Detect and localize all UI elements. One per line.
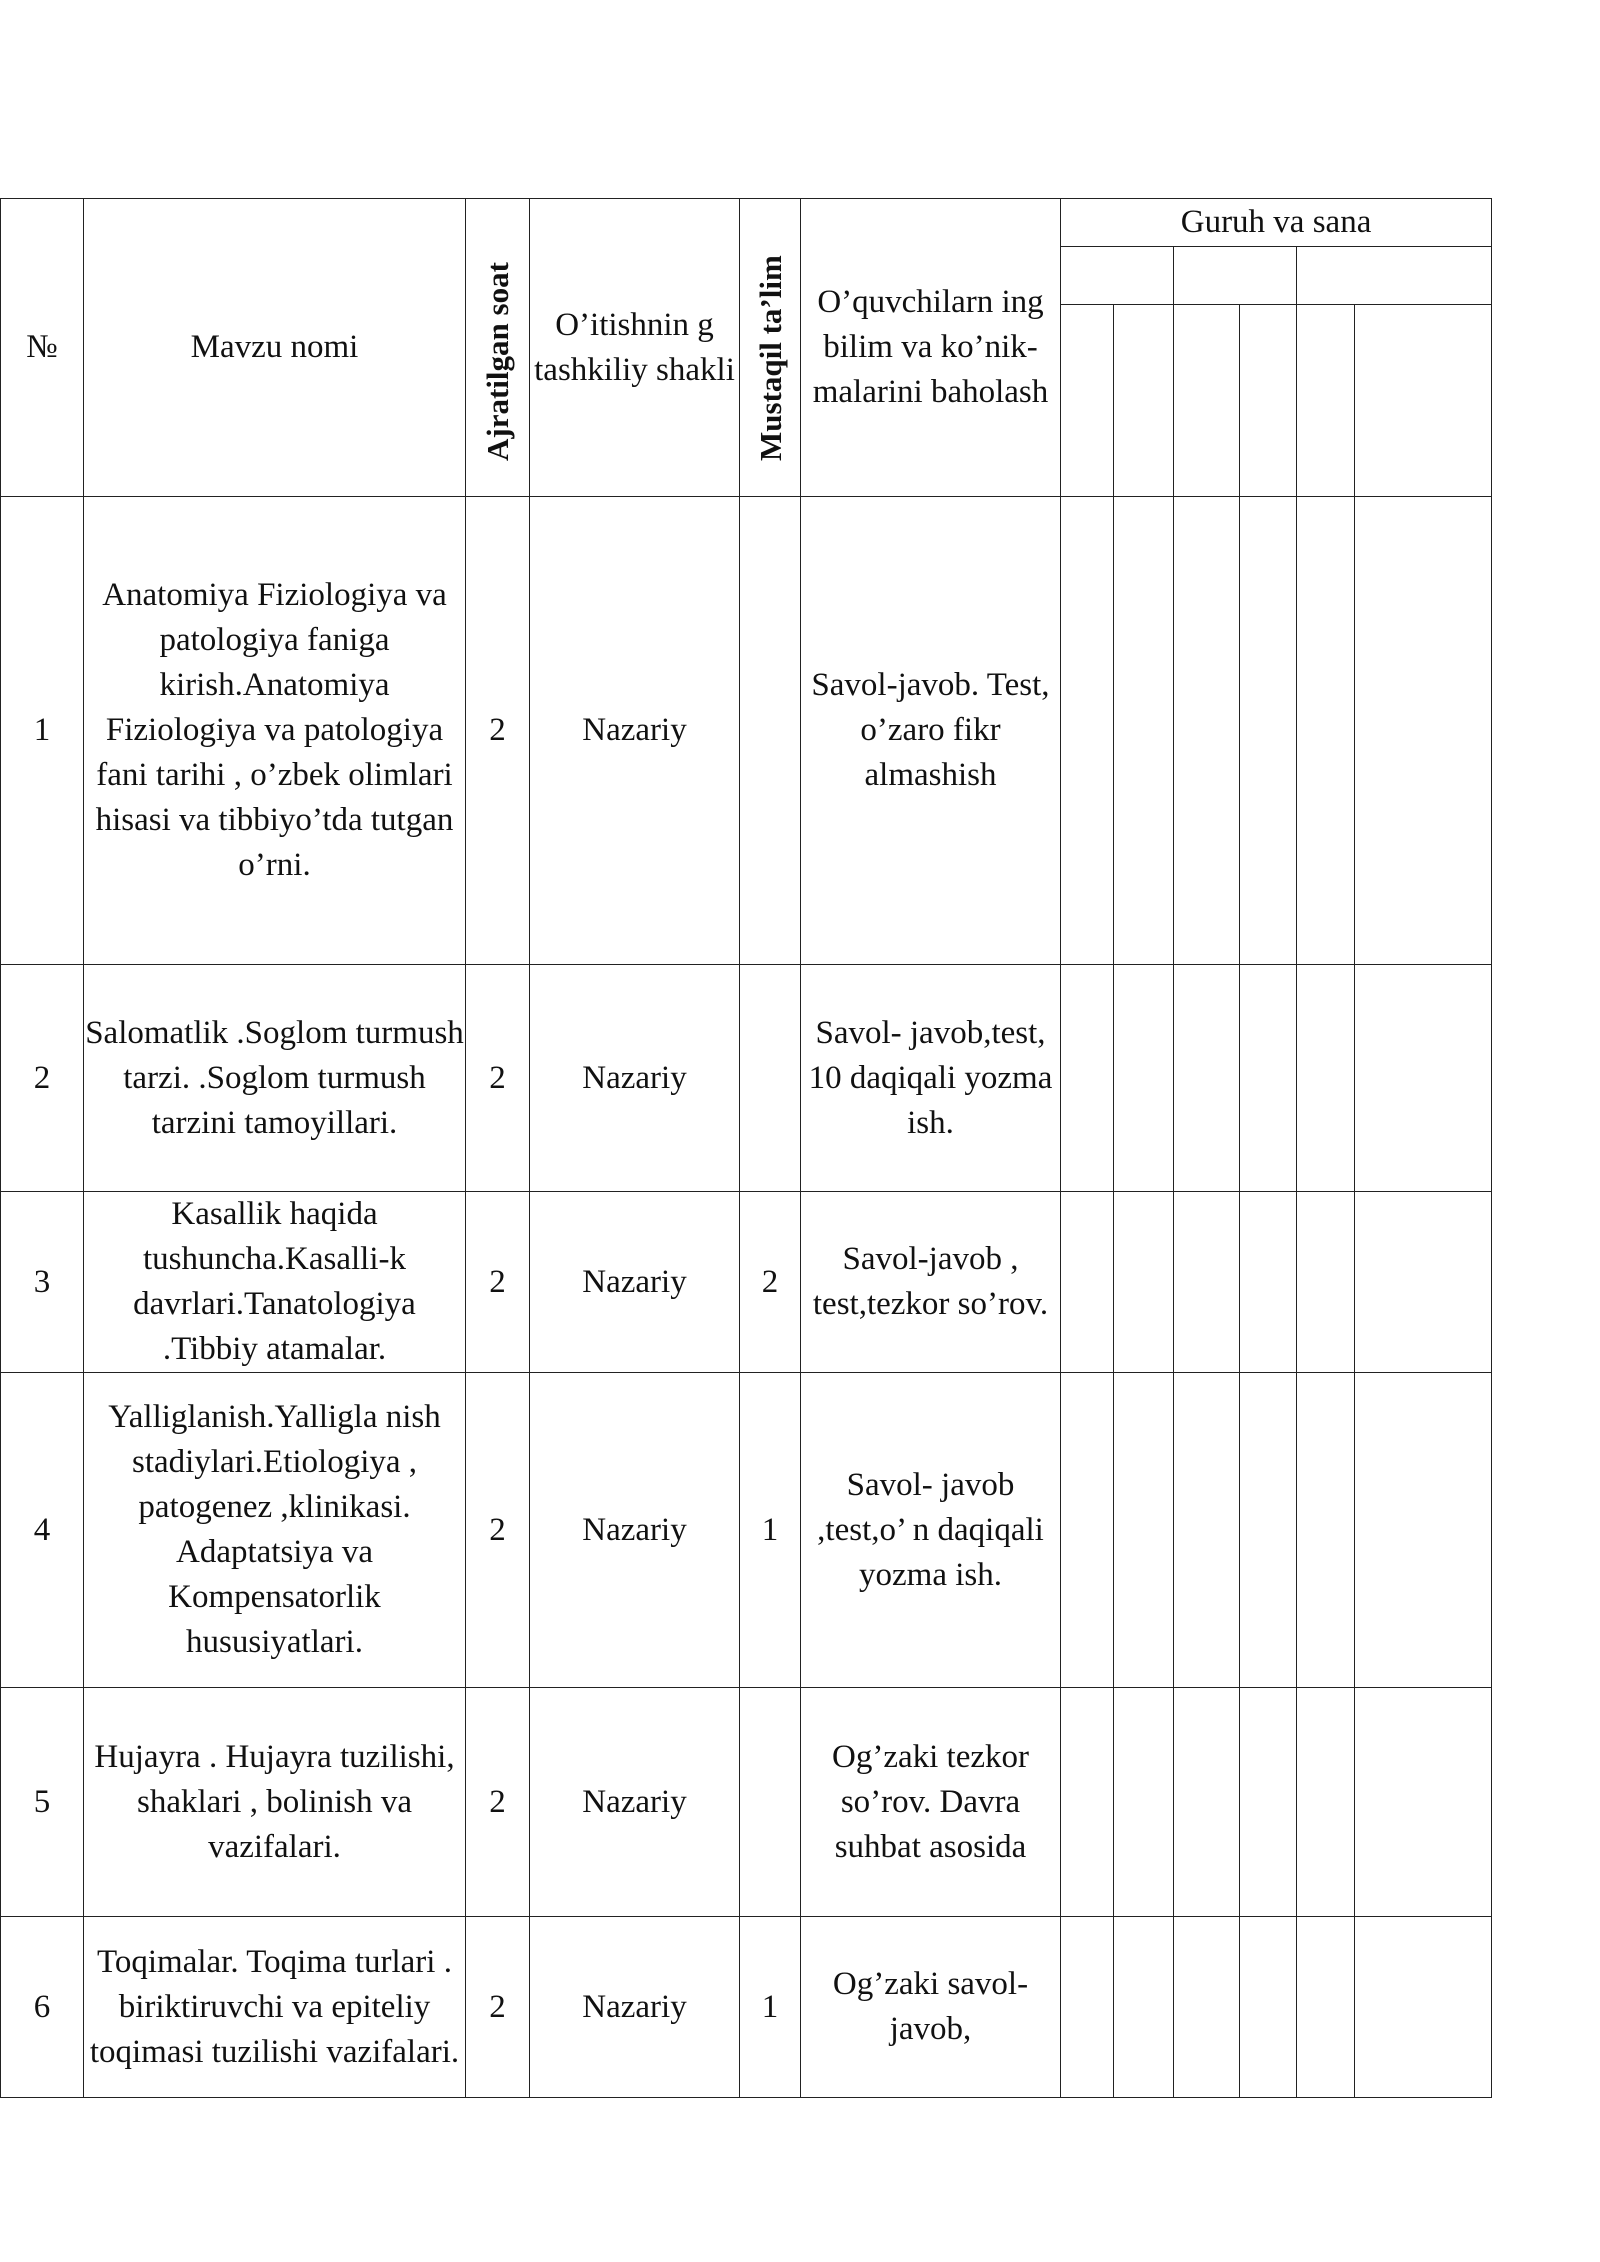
date-cell [1114,1688,1174,1917]
header-form: O’itishnin g tashkiliy shakli [530,199,740,497]
row-independent [740,497,801,965]
date-cell [1240,1192,1297,1373]
table-row [1,965,1492,1192]
row-form: Nazariy [530,497,740,965]
header-independent [740,199,801,497]
date-cell [1355,965,1492,1192]
group-cell [1297,247,1492,305]
row-num: 2 [1,965,84,1192]
row-independent: 1 [740,1373,801,1688]
date-cell [1174,305,1240,497]
row-topic: Hujayra . Hujayra tuzilishi, shaklari , bolinish va vazifalari. [84,1688,466,1917]
date-cell [1240,1917,1297,2098]
row-hours: 2 [466,1192,530,1373]
table-row [1,1192,1492,1373]
date-cell [1061,965,1114,1192]
row-hours: 2 [466,965,530,1192]
row-form: Nazariy [530,1688,740,1917]
row-num: 6 [1,1917,84,2098]
date-cell [1297,1373,1355,1688]
date-cell [1061,305,1114,497]
date-cell [1114,305,1174,497]
row-form: Nazariy [530,1192,740,1373]
date-cell [1240,305,1297,497]
row-form: Nazariy [530,1373,740,1688]
row-num: 1 [1,497,84,965]
date-cell [1355,1688,1492,1917]
date-cell [1114,965,1174,1192]
row-assessment: Savol- javob,test, 10 daqiqali yozma ish. [801,965,1061,1192]
row-hours: 2 [466,497,530,965]
row-hours: 2 [466,1373,530,1688]
date-cell [1240,965,1297,1192]
date-cell [1297,965,1355,1192]
row-topic: Toqimalar. Toqima turlari . biriktiruvchi va epiteliy toqimasi tuzilishi vazifalari. [84,1917,466,2098]
table-row [1,1373,1492,1688]
header-topic: Mavzu nomi [84,199,466,497]
row-hours: 2 [466,1917,530,2098]
date-cell [1174,1917,1240,2098]
table-row [1,1688,1492,1917]
date-cell [1061,1917,1114,2098]
row-num: 3 [1,1192,84,1373]
date-cell [1297,1917,1355,2098]
date-cell [1297,1192,1355,1373]
date-cell [1297,305,1355,497]
date-cell [1240,1373,1297,1688]
header-assessment: O’quvchilarn ing bilim va ko’nik- malarini baholash [801,199,1061,497]
date-cell [1114,1373,1174,1688]
table-row [1,1917,1492,2098]
row-assessment: Savol- javob ,test,o’ n daqiqali yozma ish. [801,1373,1061,1688]
row-form: Nazariy [530,965,740,1192]
row-topic: Yalliglanish.Yalligla nish stadiylari.Etiologiya , patogenez ,klinikasi. Adaptatsiya va Kompensatorlik hususiyatlari. [84,1373,466,1688]
row-form: Nazariy [530,1917,740,2098]
date-cell [1240,1688,1297,1917]
date-cell [1355,1373,1492,1688]
header-independent-text: Mustaqil ta’lim [752,255,788,461]
row-assessment: Savol-javob , test,tezkor so’rov. [801,1192,1061,1373]
date-cell [1355,1917,1492,2098]
date-cell [1174,1688,1240,1917]
date-cell [1061,1688,1114,1917]
row-topic: Salomatlik .Soglom turmush tarzi. .Soglom turmush tarzini tamoyillari. [84,965,466,1192]
date-cell [1297,497,1355,965]
date-cell [1061,497,1114,965]
row-topic: Kasallik haqida tushuncha.Kasalli-k davrlari.Tanatologiya .Tibbiy atamalar. [84,1192,466,1373]
row-topic: Anatomiya Fiziologiya va patologiya faniga kirish.Anatomiya Fiziologiya va patologiya fani tarihi , o’zbek olimlari hisasi va tibbiyo’tda tutgan o’rni. [84,497,466,965]
date-cell [1174,1373,1240,1688]
date-cell [1061,1192,1114,1373]
date-cell [1355,497,1492,965]
row-assessment: Og’zaki tezkor so’rov. Davra suhbat asosida [801,1688,1061,1917]
row-independent: 2 [740,1192,801,1373]
date-cell [1114,1917,1174,2098]
group-cell [1061,247,1174,305]
date-cell [1174,965,1240,1192]
table-row [1,497,1492,965]
date-cell [1114,1192,1174,1373]
row-assessment: Savol-javob. Test, o’zaro fikr almashish [801,497,1061,965]
date-cell [1355,305,1492,497]
row-independent: 1 [740,1917,801,2098]
group-cell [1174,247,1297,305]
row-independent [740,1688,801,1917]
header-hours [466,199,530,497]
header-group-date: Guruh va sana [1061,199,1492,247]
date-cell [1114,497,1174,965]
date-cell [1174,1192,1240,1373]
date-cell [1355,1192,1492,1373]
date-cell [1174,497,1240,965]
header-hours-text: Ajratilgan soat [480,262,515,461]
row-num: 4 [1,1373,84,1688]
lesson-plan-table [0,198,1492,2098]
row-num: 5 [1,1688,84,1917]
date-cell [1297,1688,1355,1917]
row-hours: 2 [466,1688,530,1917]
date-cell [1061,1373,1114,1688]
date-cell [1240,497,1297,965]
row-independent [740,965,801,1192]
header-num: № [1,199,84,497]
row-assessment: Og’zaki savol-javob, [801,1917,1061,2098]
